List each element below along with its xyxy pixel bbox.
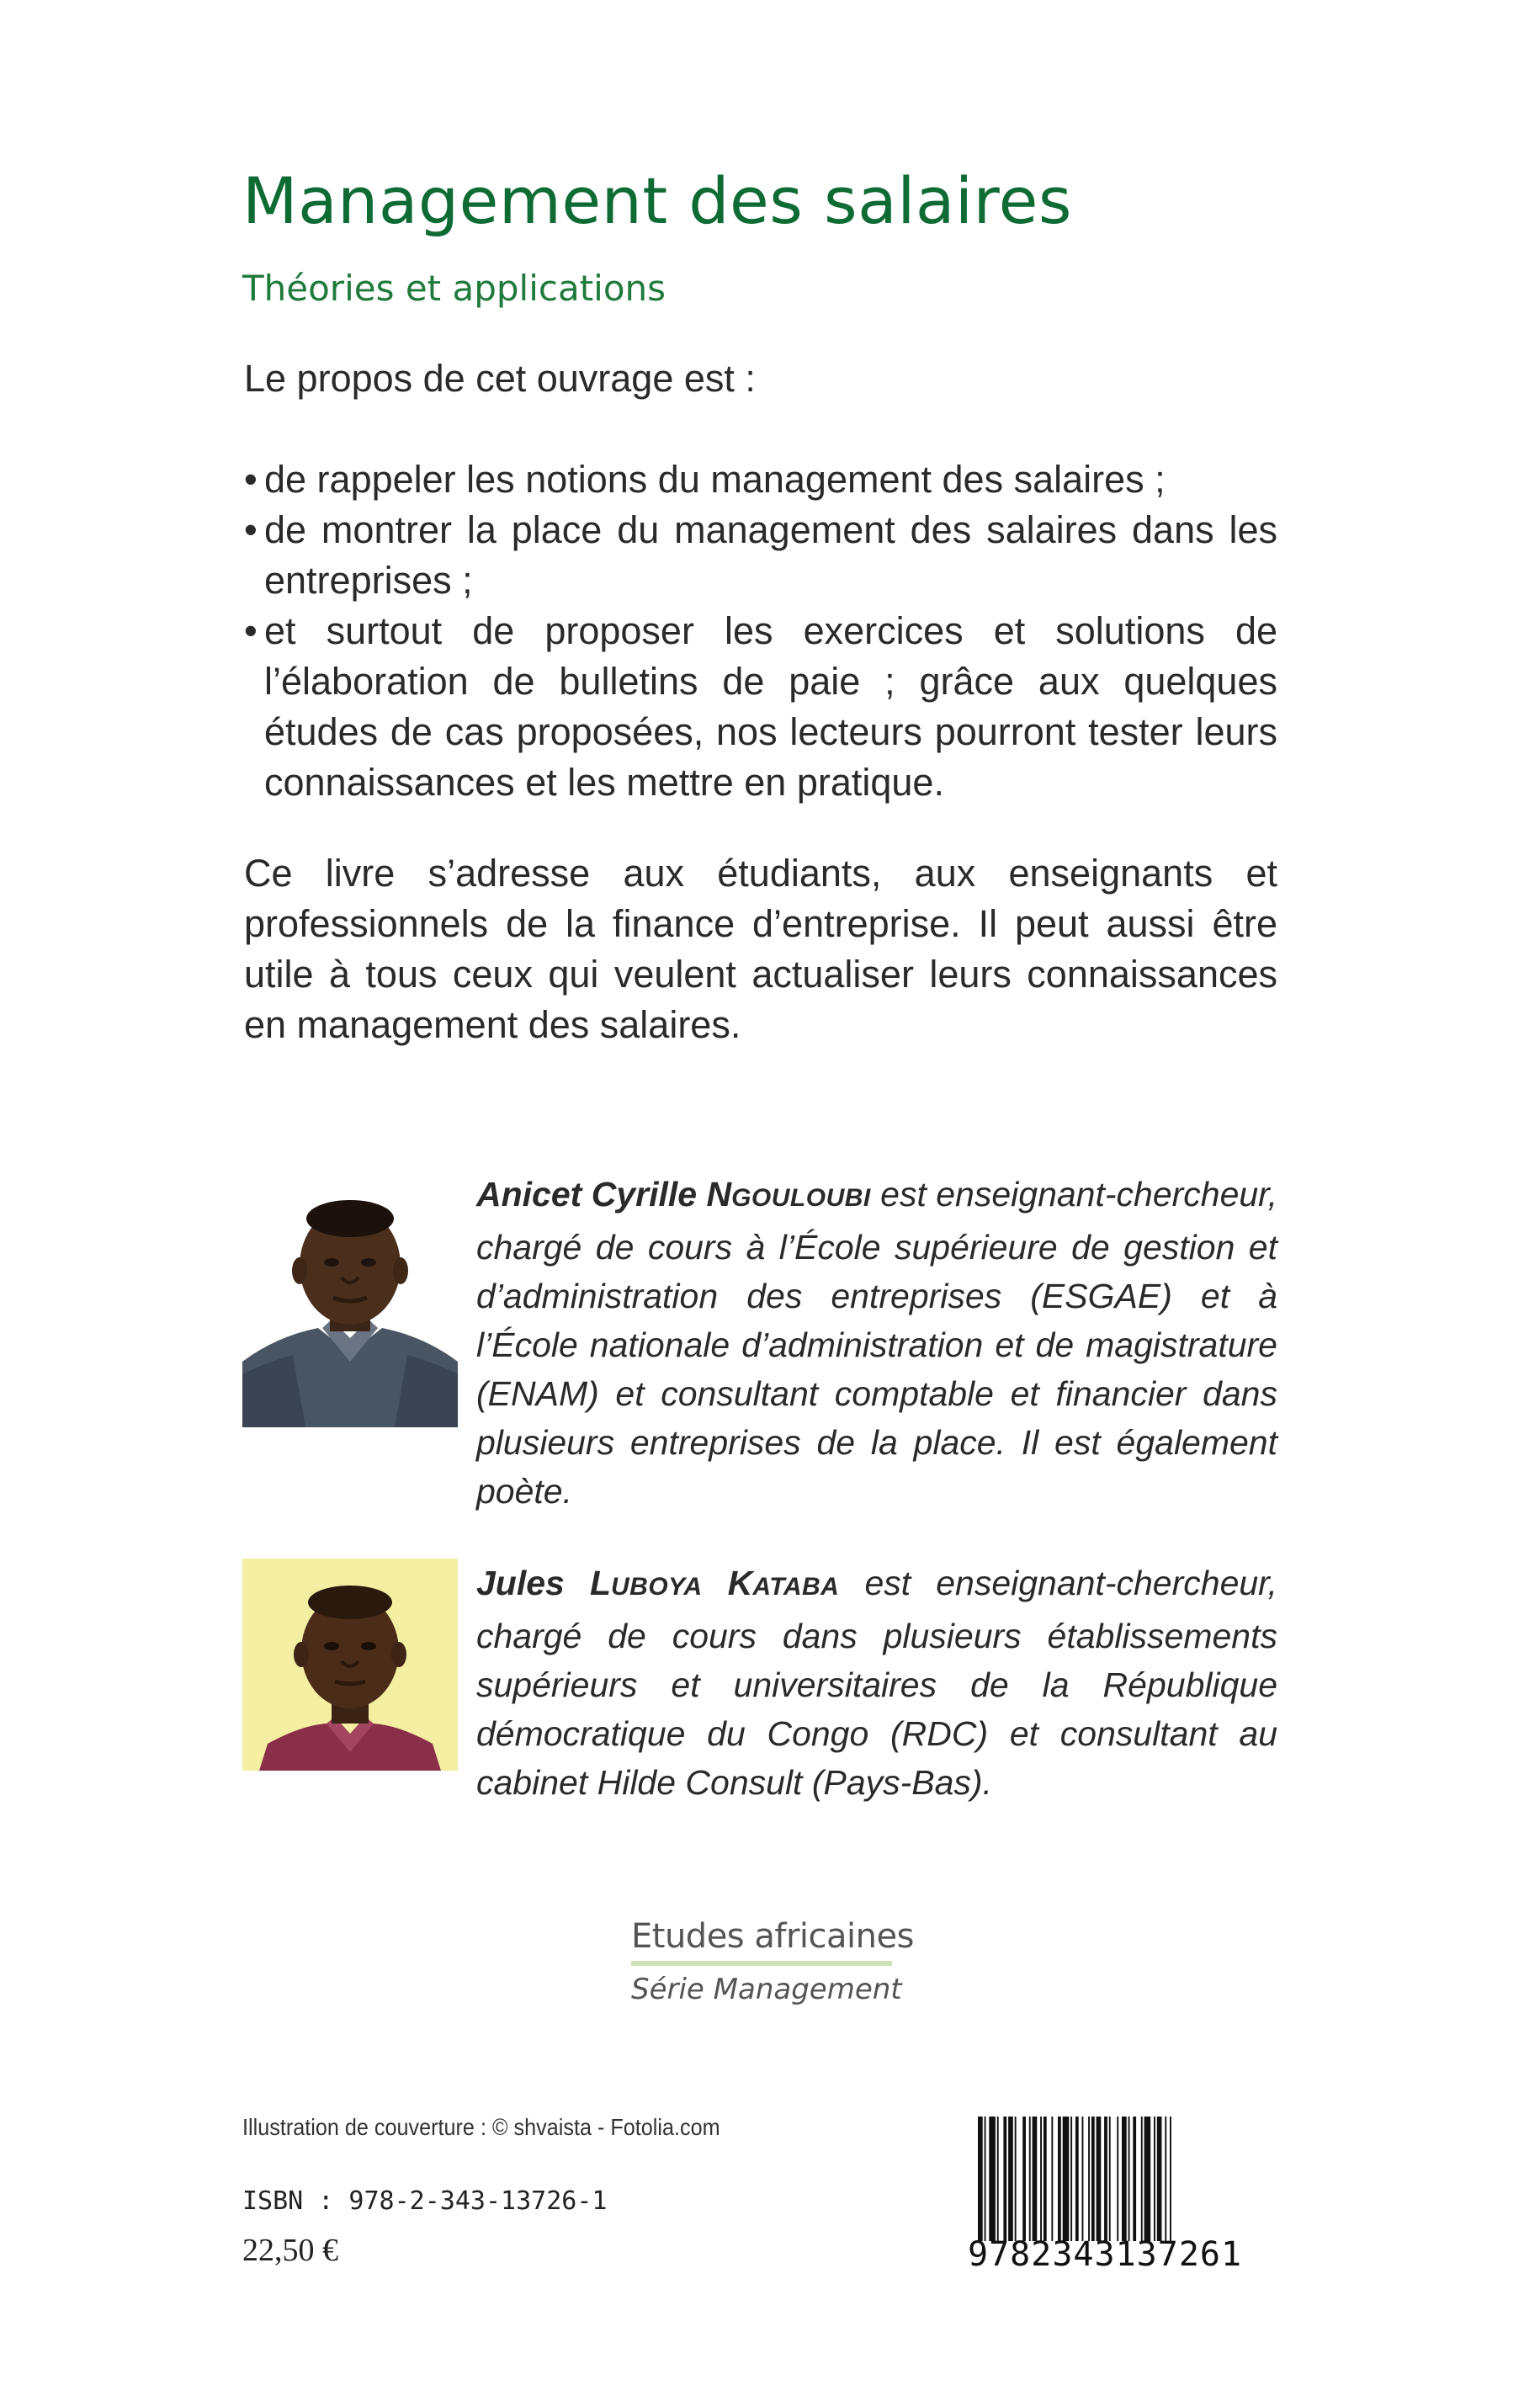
barcode-bar [1058,2117,1061,2241]
barcode-bar [1022,2117,1026,2241]
list-item-text: de montrer la place du management des salaires dans les entreprises ; [264,508,1277,602]
cover-credit: Illustration de couverture : © shvaista - Fotolia.com [242,2114,720,2140]
series-name: Etudes africaines [631,1917,914,1956]
purpose-list [244,454,1277,808]
barcode-bar [1104,2117,1107,2241]
barcode-bar [1015,2117,1017,2241]
barcode-bar [1109,2117,1111,2241]
list-item-text: de rappeler les notions du management des salaires ; [264,458,1166,501]
author-bio-luboya-kataba: Jules LUBOYA KATABA est enseignant-chercheur, chargé de cours dans plusieurs établissements supérieurs et universitaires de la République démocratique du Congo (RDC) et consultant au cabinet Hilde Consult (Pays-Bas). [476,1564,1277,1802]
list-item-text: et surtout de proposer les exercices et solutions de l’élaboration de bulletins de paie ; grâce aux quelques études de cas proposées, nos lecteurs pourront tester leurs connaissances et les mettre en pratique. [264,609,1277,804]
author-photo-luboya-kataba [242,1559,458,1771]
price-text: 22,50 € [242,2233,338,2268]
series-logo [631,1917,914,2006]
portrait-image [242,1559,458,1771]
barcode-bar [1088,2117,1090,2241]
barcode-bar [1133,2117,1136,2241]
bullet-icon: • [244,609,258,652]
barcode-bar [1141,2117,1143,2241]
list-item [244,606,1277,808]
barcode-bar [1170,2117,1171,2241]
barcode-bar [1082,2117,1084,2241]
barcode-bar [1040,2117,1042,2241]
barcode-bar [1097,2117,1102,2241]
barcode-bar [1157,2117,1162,2241]
barcode-bar [978,2117,983,2241]
series-divider [631,1961,892,1966]
barcode-bar [1043,2117,1047,2241]
barcode-bar [1128,2117,1130,2241]
barcode-bar [989,2117,996,2241]
barcode-bar [1144,2117,1151,2241]
author-photo-ngouloubi [242,1193,458,1427]
barcode-bar [1063,2117,1070,2241]
barcode-icon [978,2117,1282,2241]
barcode-bar [1165,2117,1166,2241]
barcode-bar [1070,2117,1072,2241]
barcode-bar [1154,2117,1155,2241]
barcode-bar [997,2117,999,2241]
isbn-text: ISBN : 978-2-343-13726-1 [242,2186,608,2216]
author-name: Jules LUBOYA KATABA [476,1564,840,1602]
barcode-digits: 9782343137261 [968,2235,1243,2274]
bullet-icon: • [244,458,258,501]
author-name: Anicet Cyrille NGOULOUBI [476,1175,871,1214]
portrait-image [242,1193,458,1427]
barcode-bar [1003,2117,1006,2241]
barcode-bar [1091,2117,1095,2241]
barcode-bar [1122,2117,1127,2241]
barcode-bar [1033,2117,1038,2241]
book-title: Management des salaires [242,163,1072,238]
list-item [244,454,1277,505]
audience-text: Ce livre s’adresse aux étudiants, aux enseignants et professionnels de la finance d’entreprise. Il peut aussi être utile à tous ceux qui veulent actualiser leurs connaissances en management des salaires. [244,852,1277,1046]
barcode-bar [1075,2117,1079,2241]
barcode-bar [1051,2117,1053,2241]
barcode-bar [985,2117,986,2241]
bullet-icon: • [244,508,258,551]
author-bio-ngouloubi: Anicet Cyrille NGOULOUBI est enseignant-chercheur, chargé de cours à l’École supérieure de gestion et d’administration des entreprises (ESGAE) et à l’École nationale d’administration et de magistrature (ENAM) et consultant comptable et financier dans plusieurs entreprises de la place. Il est également poète. [476,1175,1277,1511]
barcode-bar [1029,2117,1031,2241]
barcode-bar [1008,2117,1013,2241]
series-subtitle: Série Management [631,1973,902,2006]
barcode-bar [1117,2117,1118,2241]
intro-text: Le propos de cet ouvrage est : [244,357,756,400]
book-subtitle: Théories et applications [242,268,666,309]
list-item [244,505,1277,606]
